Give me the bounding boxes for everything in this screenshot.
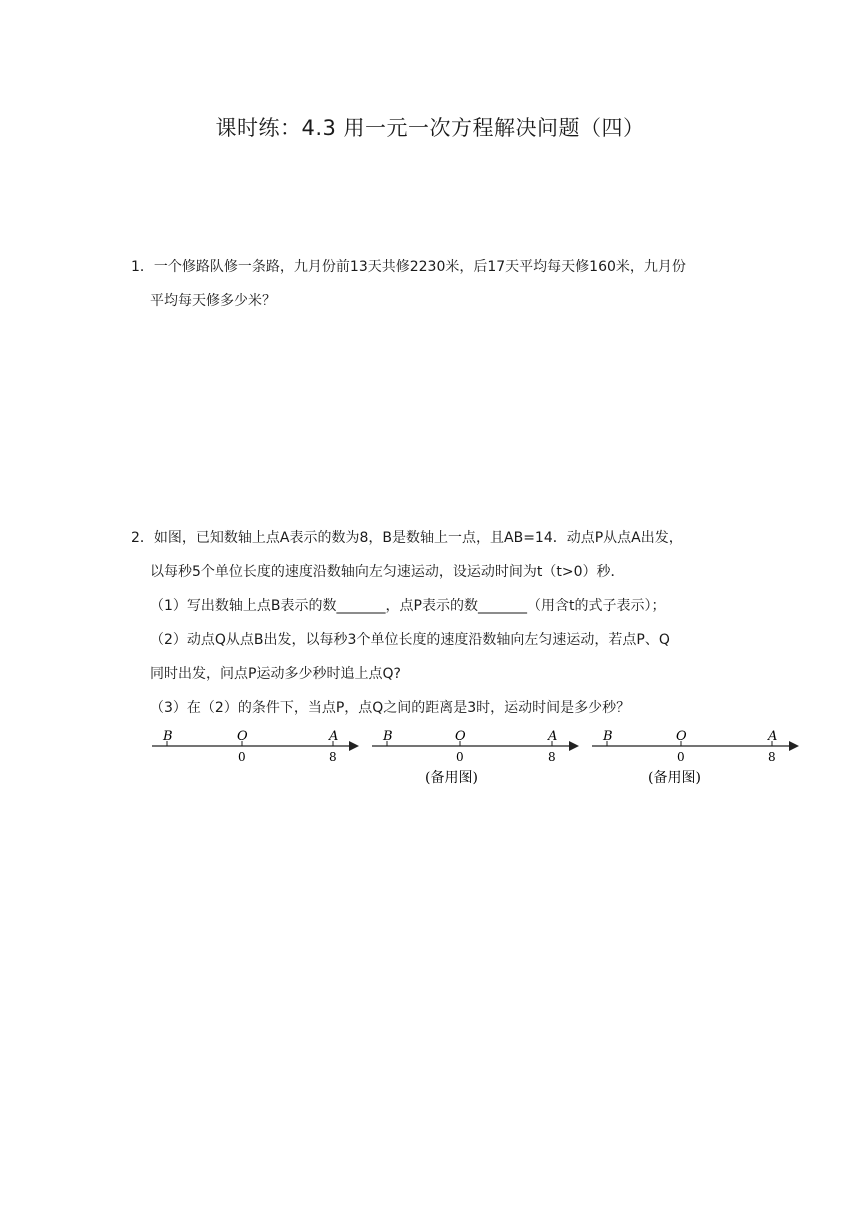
arrow-icon	[569, 741, 579, 751]
sub-question-2: （2）动点Q从点B出发，以每秒3个单位长度的速度沿数轴向左匀速运动，若点P、Q	[150, 632, 670, 648]
number-line-1	[152, 729, 359, 764]
arrow-icon	[789, 741, 799, 751]
tick-label-8: 8	[768, 750, 776, 764]
point-B-label: B	[383, 729, 393, 744]
question-2	[131, 521, 731, 725]
number-line-figures	[150, 726, 810, 796]
question-1	[131, 250, 731, 318]
point-B-label: B	[603, 729, 613, 744]
question-2-line-1	[131, 521, 731, 555]
point-B-label: B	[163, 729, 173, 744]
figure-caption: (备用图)	[425, 770, 478, 786]
question-number: 2．	[131, 530, 154, 546]
question-1-line-2: 平均每天修多少米？	[150, 293, 276, 309]
question-2-line-2: 以每秒5个单位长度的速度沿数轴向左匀速运动，设运动时间为t（t>0）秒．	[150, 564, 625, 580]
question-number: 1．	[131, 259, 154, 275]
page-title: 课时练：4.3 用一元一次方程解决问题（四）	[215, 116, 645, 140]
tick-label-0: 0	[456, 750, 464, 764]
tick-label-8: 8	[548, 750, 556, 764]
sub-question-1: （1）写出数轴上点B表示的数_______，点P表示的数_______（用含t的式子表示）；	[150, 598, 666, 614]
number-lines-svg	[150, 726, 810, 796]
question-1-text: 一个修路队修一条路，九月份前13天共修2230米，后17天平均每天修160米，九月份	[153, 259, 686, 275]
point-A-label: A	[768, 729, 778, 744]
number-line-3	[592, 729, 799, 786]
tick-label-8: 8	[329, 750, 337, 764]
sub-question-3: （3）在（2）的条件下，当点P，点Q之间的距离是3时，运动时间是多少秒？	[150, 700, 631, 716]
point-A-label: A	[548, 729, 558, 744]
point-O-label: O	[676, 729, 687, 744]
point-O-label: O	[455, 729, 466, 744]
tick-label-0: 0	[238, 750, 246, 764]
question-2-text: 如图，已知数轴上点A表示的数为8，B是数轴上一点，且AB=14．动点P从点A出发，	[153, 530, 683, 546]
arrow-icon	[349, 741, 359, 751]
tick-label-0: 0	[677, 750, 685, 764]
sub-question-2-cont: 同时出发，问点P运动多少秒时追上点Q?	[150, 666, 401, 682]
figure-caption: (备用图)	[648, 770, 701, 786]
point-A-label: A	[329, 729, 339, 744]
question-1-line-1	[131, 250, 731, 284]
number-line-2	[372, 729, 579, 786]
point-O-label: O	[237, 729, 248, 744]
